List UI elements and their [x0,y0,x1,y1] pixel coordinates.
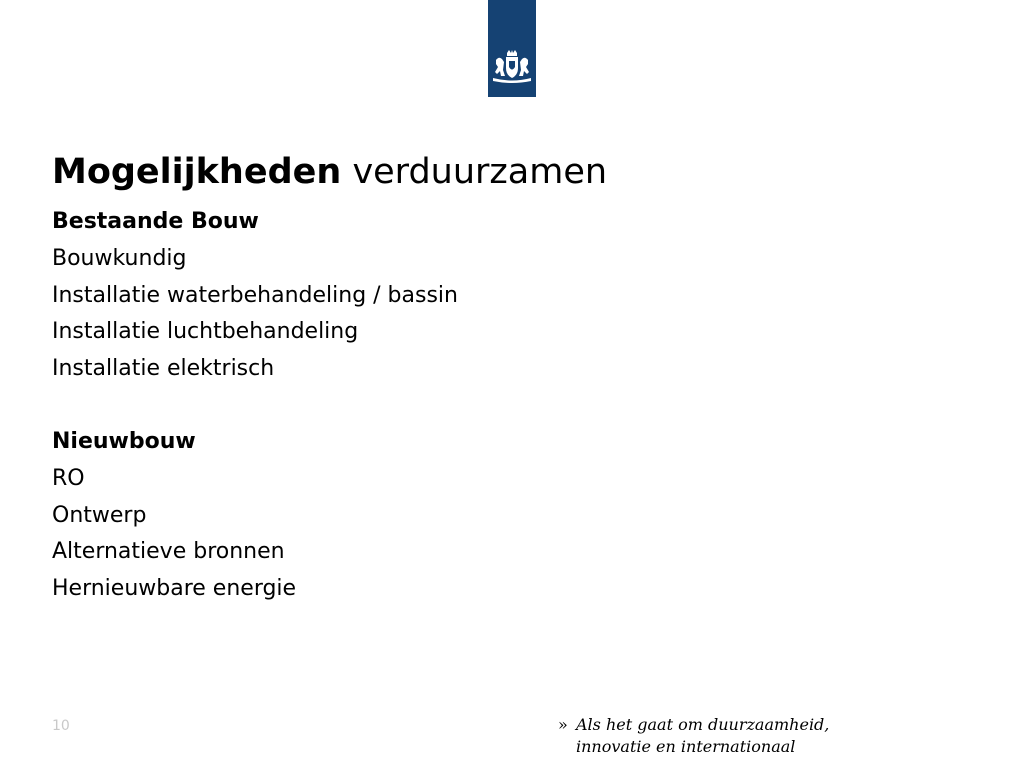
slide-title-rest: verduurzamen [352,152,608,192]
list-item: Ontwerp [52,502,147,528]
slide-title [52,150,607,194]
footer-tagline [558,714,829,758]
slide-content [52,204,752,644]
list-item: Installatie elektrisch [52,356,275,382]
list-item: RO [52,465,85,491]
item-list [52,461,752,608]
section-heading: Bestaande Bouw [52,209,259,234]
section-heading: Nieuwbouw [52,428,196,454]
list-item: Installatie waterbehandeling / bassin [52,282,458,308]
logo-band [488,0,536,97]
list-item: Installatie luchtbehandeling [52,319,359,345]
page-number: 10 [52,718,70,734]
tagline-marker: » [558,715,568,734]
item-list [52,241,752,388]
list-item: Hernieuwbare energie [52,576,297,602]
section-bestaande-bouw [52,204,752,388]
tagline-line-2: innovatie en internationaal [576,737,796,756]
coat-of-arms-icon [490,50,534,84]
tagline-line-1 [558,714,829,736]
tagline-text-1: Als het gaat om duurzaamheid, [576,715,830,734]
section-nieuwbouw [52,424,752,608]
list-item: Alternatieve bronnen [52,539,285,565]
list-item: Bouwkundig [52,245,187,271]
slide-title-bold: Mogelijkheden [52,152,342,192]
